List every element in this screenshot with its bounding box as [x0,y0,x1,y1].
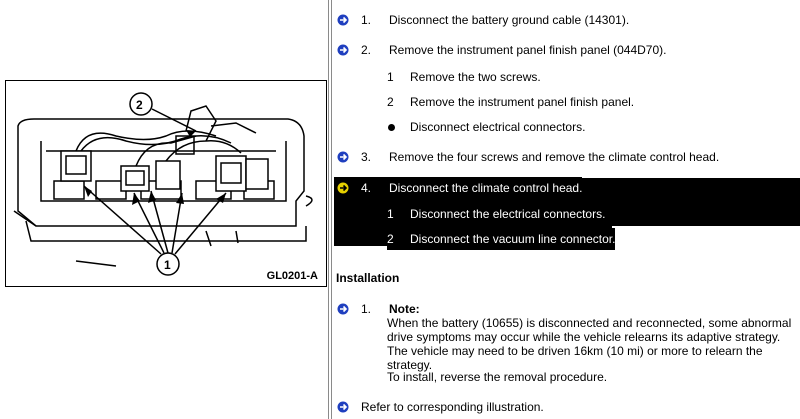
substep-number: 1 [387,207,394,221]
arrow-bullet-icon [337,44,349,56]
refer-illustration-item[interactable] [334,396,544,418]
step-text: Remove the four screws and remove the climate control head. [389,150,720,164]
arrow-bullet-icon [337,14,349,26]
substep-number: 2 [387,95,394,109]
step-3[interactable] [334,146,719,168]
substep-2-2 [387,91,634,113]
substep-2-1 [387,66,541,88]
step-4[interactable] [334,177,582,199]
step-number: 1. [361,13,372,27]
figure-id: GL0201-A [266,270,318,282]
substep-4-2 [387,228,615,250]
callout-2-label: 2 [136,98,143,112]
step-number: 4. [361,181,372,195]
step-text: Remove the instrument panel finish panel (044D70). [389,43,667,57]
install-instruction: To install, reverse the removal procedure. [387,370,608,384]
step-text: Disconnect the climate control head. [389,181,583,195]
bullet-dot-icon [388,124,395,131]
substep-4-1 [387,203,605,225]
step-number: 3. [361,150,372,164]
note-text: When the battery (10655) is disconnected and reconnected, some abnormal drive symptoms may occur while the vehicle relearns its adaptive strategy. The vehicle may need to be driven 16km (10 mi) or more to relearn the strategy. [387,316,792,372]
substep-2-bullet [387,116,585,138]
substep-text: Remove the instrument panel finish panel. [410,95,635,109]
connector-illustration [5,80,327,287]
illustration-pane [0,0,328,419]
note-label: Note: [389,302,420,316]
substep-text: Remove the two screws. [410,70,541,84]
step-text: Disconnect the battery ground cable (14301). [389,13,630,27]
arrow-bullet-icon [337,151,349,163]
substep-number: 2 [387,232,394,246]
substep-text: Disconnect electrical connectors. [410,120,586,134]
substep-number: 1 [387,70,394,84]
refer-text: Refer to corresponding illustration. [361,400,544,414]
arrow-bullet-active-icon [337,182,349,194]
step-2[interactable] [334,39,667,61]
divider-right [331,0,332,419]
step-1[interactable] [334,9,629,31]
procedure-pane [334,0,800,419]
callout-1-label: 1 [164,258,171,272]
arrow-bullet-icon [337,401,349,413]
divider-left [328,0,329,419]
step-number: 2. [361,43,372,57]
installation-heading: Installation [336,271,400,285]
substep-text: Disconnect the vacuum line connector. [410,232,616,246]
substep-text: Disconnect the electrical connectors. [410,207,606,221]
arrow-bullet-icon [337,303,349,315]
climate-control-diagram [6,81,326,286]
step-number: 1. [361,302,372,316]
